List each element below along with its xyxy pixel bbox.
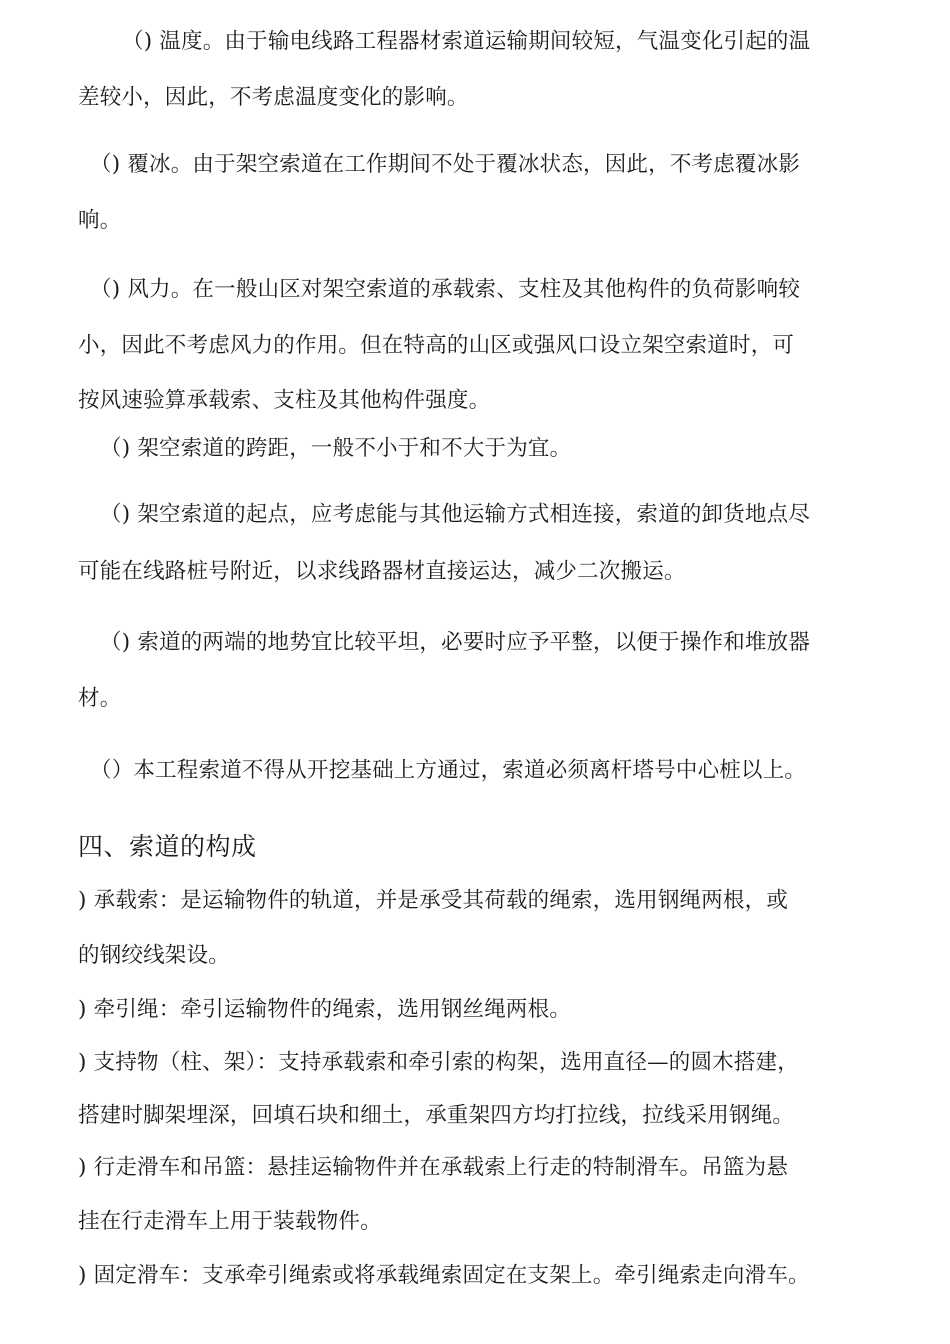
- item-carrying-cable-line-1: ) 承载索：是运输物件的轨道，并是承受其荷载的绳索，选用钢绳两根，或: [78, 888, 789, 913]
- item-support-line-2: 搭建时脚架埋深，回填石块和细土，承重架四方均打拉线，拉线采用钢绳。: [78, 1103, 795, 1128]
- section-heading-cableway-composition: 四、索道的构成: [78, 832, 257, 861]
- paragraph-wind-line-2: 小，因此不考虑风力的作用。但在特高的山区或强风口设立架空索道时，可: [78, 333, 795, 358]
- paragraph-foundation-line-1: （）本工程索道不得从开挖基础上方通过，索道必须离杆塔号中心桩以上。: [90, 758, 807, 783]
- item-carrying-cable-line-2: 的钢绞线架设。: [78, 943, 230, 968]
- item-trolley-basket-line-2: 挂在行走滑车上用于装载物件。: [78, 1209, 382, 1234]
- paragraph-temperature-line-2: 差较小，因此，不考虑温度变化的影响。: [78, 85, 469, 110]
- paragraph-icing-line-2: 响。: [78, 208, 122, 233]
- paragraph-start-point-line-1: （) 架空索道的起点，应考虑能与其他运输方式相连接，索道的卸货地点尽: [100, 502, 811, 527]
- paragraph-span-line-1: （) 架空索道的跨距，一般不小于和不大于为宜。: [100, 436, 572, 461]
- paragraph-wind-line-3: 按风速验算承载索、支柱及其他构件强度。: [78, 388, 491, 413]
- paragraph-icing-line-1: （) 覆冰。由于架空索道在工作期间不处于覆冰状态，因此，不考虑覆冰影: [90, 152, 801, 177]
- paragraph-wind-line-1: （) 风力。在一般山区对架空索道的承载索、支柱及其他构件的负荷影响较: [90, 277, 801, 302]
- paragraph-terrain-line-1: （) 索道的两端的地势宜比较平坦，必要时应予平整，以便于操作和堆放器: [100, 630, 811, 655]
- item-support-line-1: ) 支持物（柱、架）：支持承载索和牵引索的构架，选用直径—的圆木搭建，: [78, 1050, 799, 1075]
- item-fixed-pulley-line-1: ) 固定滑车：支承牵引绳索或将承载绳索固定在支架上。牵引绳索走向滑车。: [78, 1263, 810, 1288]
- paragraph-terrain-line-2: 材。: [78, 686, 122, 711]
- paragraph-start-point-line-2: 可能在线路桩号附近，以求线路器材直接运达，减少二次搬运。: [78, 559, 686, 584]
- paragraph-temperature-line-1: （) 温度。由于输电线路工程器材索道运输期间较短，气温变化引起的温: [122, 29, 811, 54]
- item-trolley-basket-line-1: ) 行走滑车和吊篮：悬挂运输物件并在承载索上行走的特制滑车。吊篮为悬: [78, 1155, 789, 1180]
- item-traction-rope-line-1: ) 牵引绳：牵引运输物件的绳索，选用钢丝绳两根。: [78, 997, 572, 1022]
